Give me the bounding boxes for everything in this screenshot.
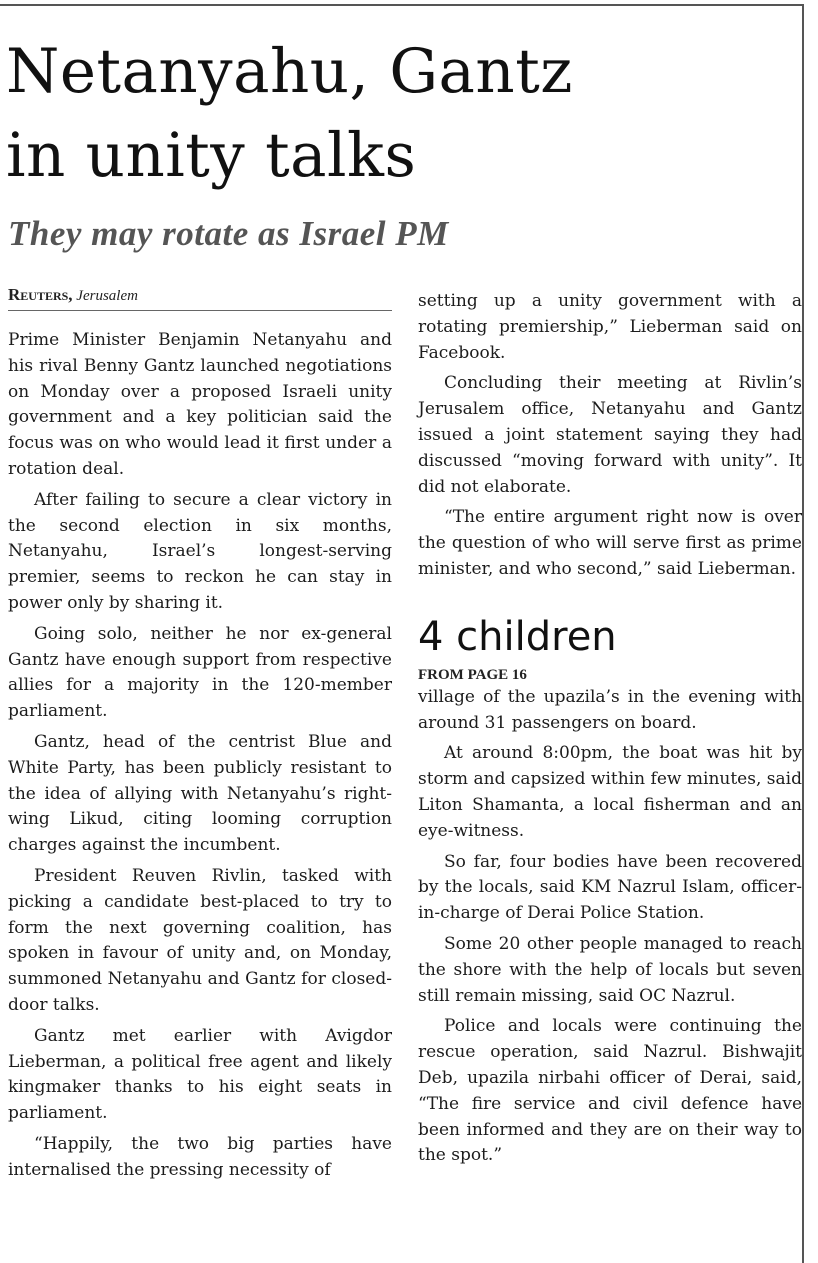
second-story-title: 4 children: [418, 613, 617, 660]
headline-line-2: in unity talks: [6, 120, 417, 191]
headline-line-1: Netanyahu, Gantz: [6, 36, 573, 107]
article-paragraph: “The entire argument right now is over the question of who will serve first as prime minister, and who second,” said Lieberman.: [418, 507, 802, 579]
byline-place: Jerusalem: [76, 288, 138, 304]
article-column-left: [8, 328, 392, 1189]
top-border-rule: [0, 4, 804, 6]
second-story-paragraph: Police and locals were continuing the rescue operation, said Nazrul. Bishwajit Deb, upazila nirbahi officer of Derai, said, “The fire service and civil defence have been informed and they are on their way to the spot.”: [418, 1016, 802, 1166]
second-story-paragraph: At around 8:00pm, the boat was hit by storm and capsized within few minutes, said Liton Shamanta, a local fisherman and an eye-witness.: [418, 743, 802, 841]
headline: [6, 30, 796, 198]
second-story-paragraph: Some 20 other people managed to reach the shore with the help of locals but seven still remain missing, said OC Nazrul.: [418, 933, 802, 1006]
article-column-right: [418, 289, 802, 1174]
second-story-paragraph: village of the upazila’s in the evening with around 31 passengers on board.: [418, 686, 802, 733]
article-paragraph: Gantz, head of the centrist Blue and White Party, has been publicly resistant to the idea of allying with Netanyahu’s right-wing Likud, citing looming corruption charges against the incumbent.: [8, 731, 392, 856]
article-paragraph: Prime Minister Benjamin Netanyahu and his rival Benny Gantz launched negotiations on Monday over a proposed Israeli unity government and a key politician said the focus was on who would lead it first under a rotation deal.: [8, 330, 392, 479]
article-paragraph: President Reuven Rivlin, tasked with picking a candidate best-placed to try to form the next governing coalition, has spoken in favour of unity and, on Monday, summoned Netanyahu and Gantz for closed-door talks.: [8, 865, 392, 1015]
article-paragraph: setting up a unity government with a rotating premiership,” Lieberman said on Facebook.: [418, 291, 802, 363]
article-paragraph: “Happily, the two big parties have internalised the pressing necessity of: [8, 1133, 392, 1180]
article-paragraph: Concluding their meeting at Rivlin’s Jerusalem office, Netanyahu and Gantz issued a joint statement saying they had discussed “moving forward with unity”. It did not elaborate.: [418, 373, 802, 497]
right-border-rule: [802, 4, 804, 1263]
article-paragraph: After failing to secure a clear victory in the second election in six months, Netanyahu, Israel’s longest-serving premier, seems to reckon he can stay in power only by sharing it.: [8, 489, 392, 613]
article-paragraph: Going solo, neither he nor ex-general Gantz have enough support from respective allies for a majority in the 120-member parliament.: [8, 623, 392, 722]
byline-agency: Reuters,: [8, 285, 73, 304]
byline: [8, 285, 392, 311]
subheadline: They may rotate as Israel PM: [8, 214, 449, 253]
second-story-paragraph: So far, four bodies have been recovered by the locals, said KM Nazrul Islam, officer-in-charge of Derai Police Station.: [418, 851, 802, 924]
continued-from-label: FROM PAGE 16: [418, 666, 527, 683]
article-paragraph: Gantz met earlier with Avigdor Lieberman, a political free agent and likely kingmaker thanks to his eight seats in parliament.: [8, 1025, 392, 1124]
